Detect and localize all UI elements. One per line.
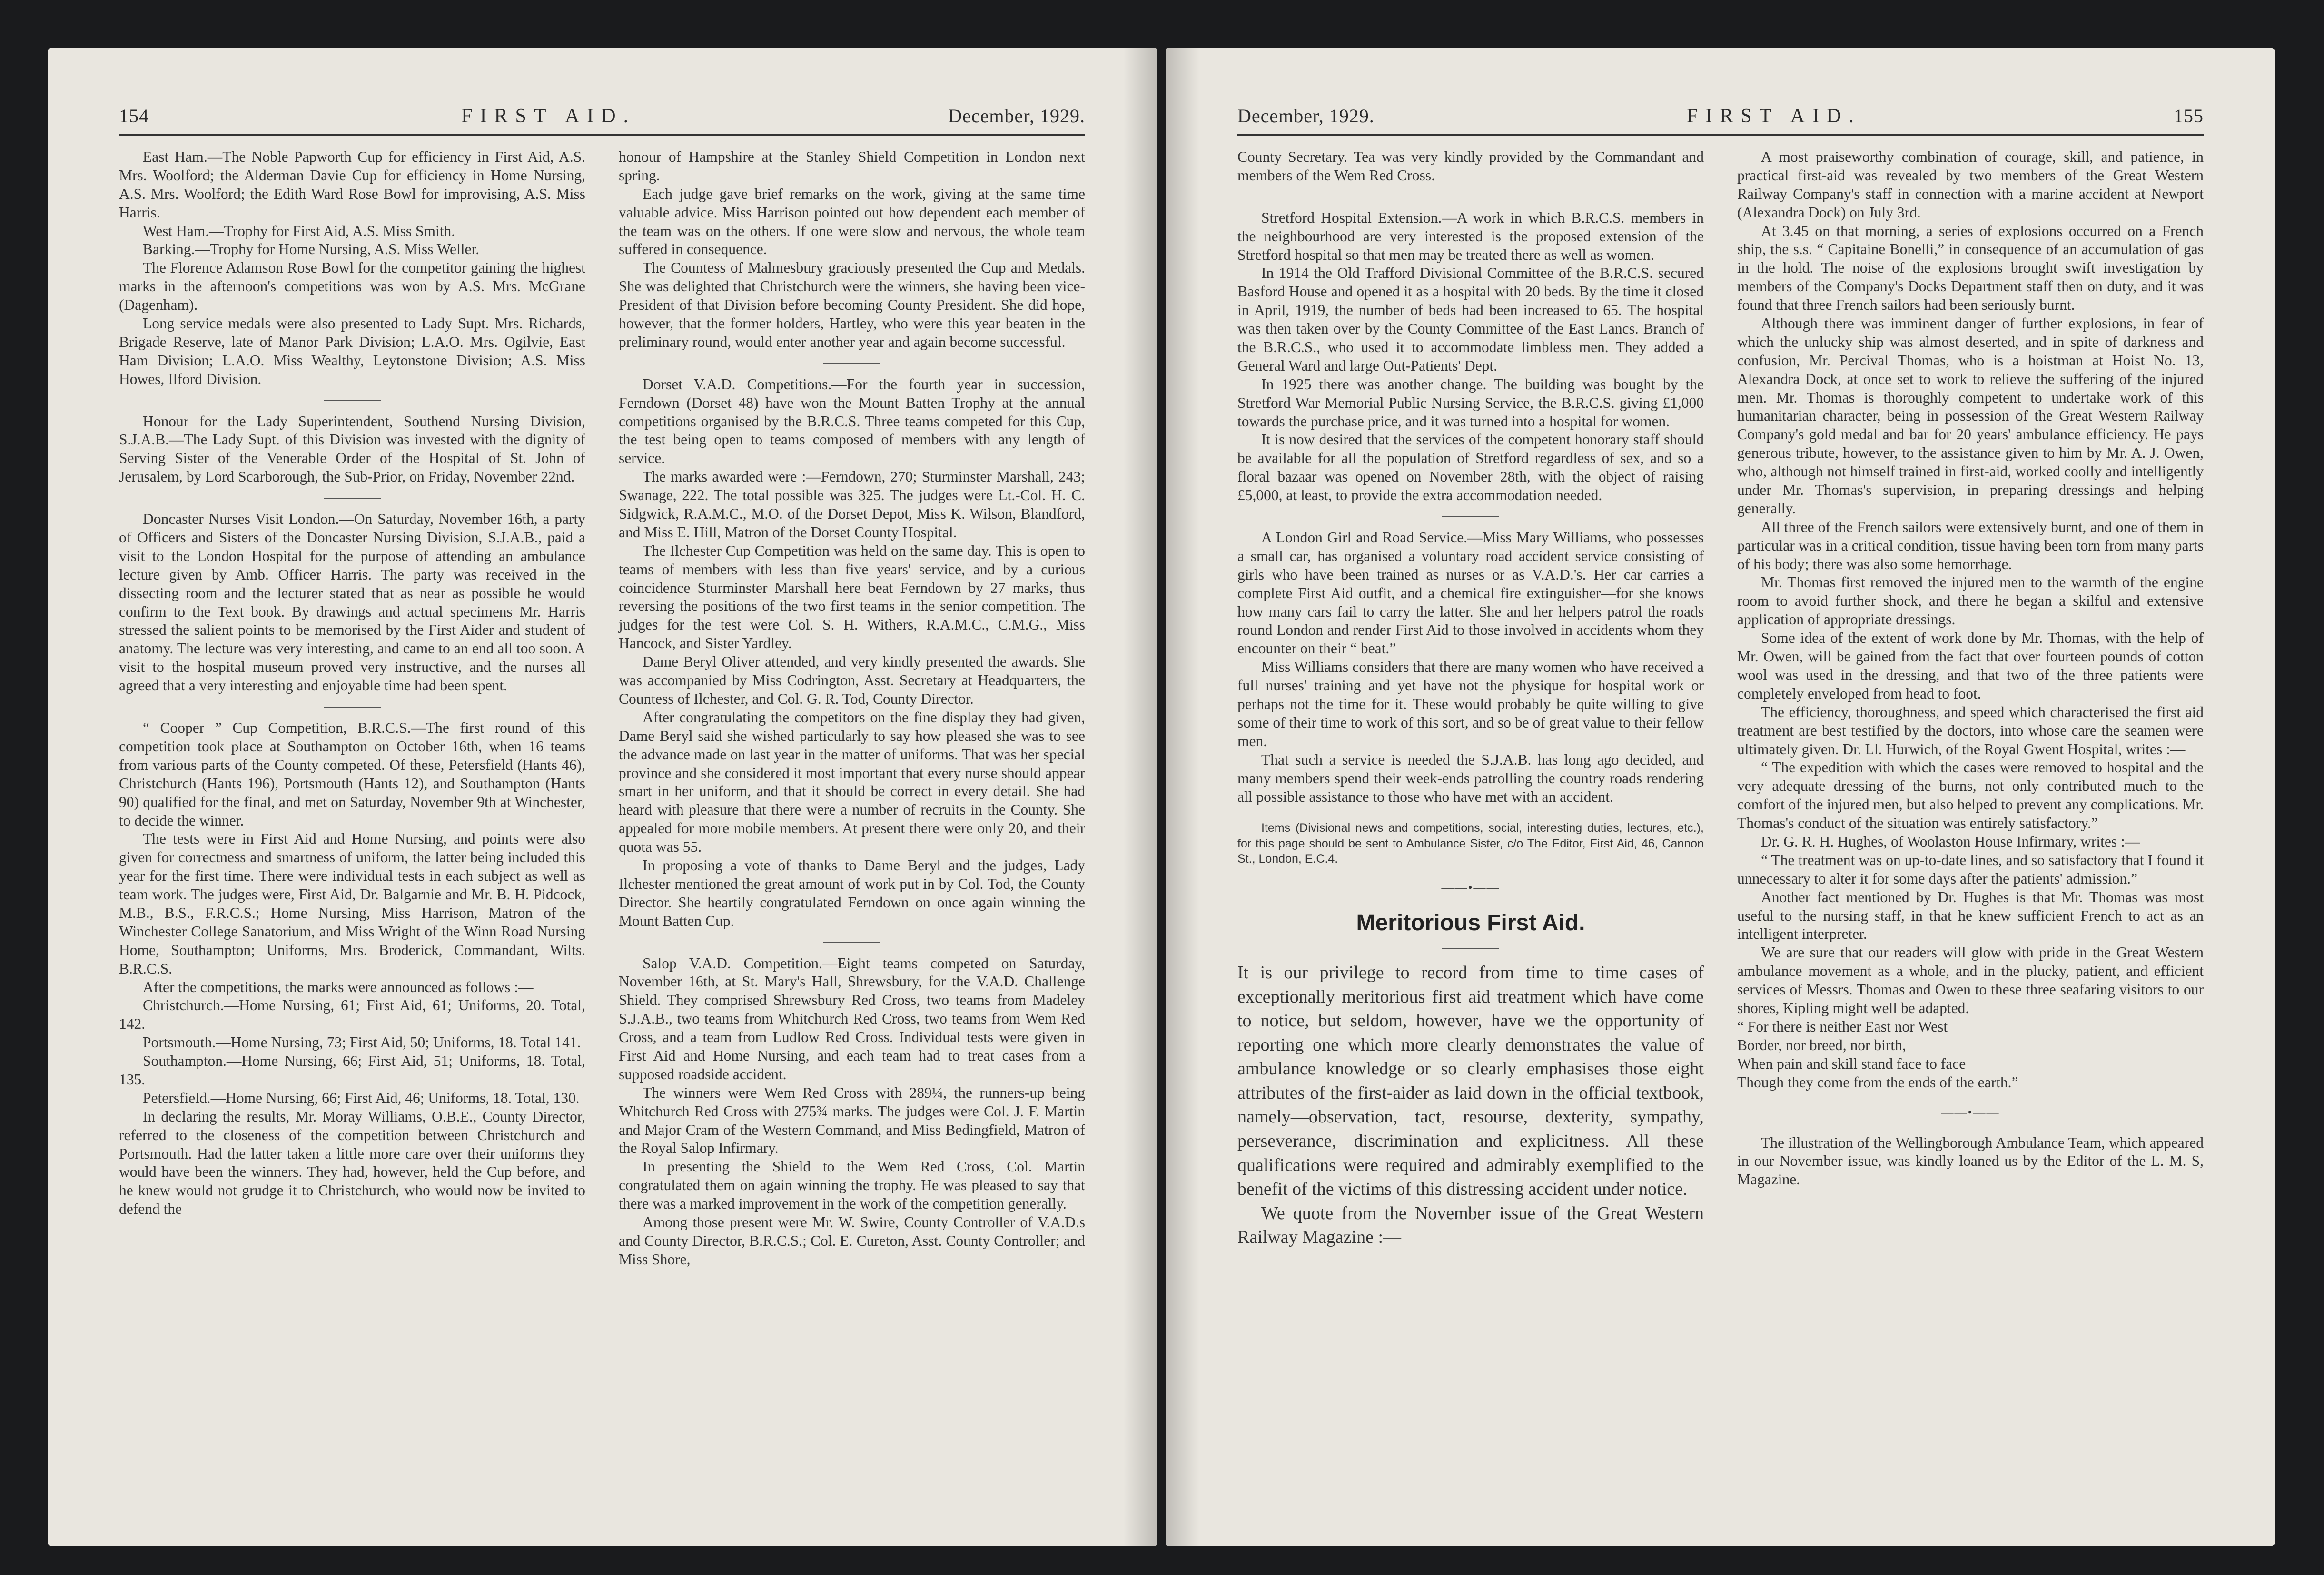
verse-line: When pain and skill stand face to face: [1737, 1055, 1966, 1072]
lead-paragraph: We quote from the November issue of the Great Western Railway Magazine :—: [1237, 1203, 1704, 1248]
right-page: [1166, 48, 2275, 1546]
paragraph: Dr. G. R. H. Hughes, of Woolaston House Infirmary, writes :—: [1761, 833, 2140, 850]
paragraph: Stretford Hospital Extension.—A work in which B.R.C.S. members in the neighbourhood are very interested is the proposed extension of the Stretford hospital so that men may be treated there as well as women.: [1237, 209, 1704, 263]
paragraph: Dame Beryl Oliver attended, and very kindly presented the awards. She was accompanied by Miss Codrington, Asst. Secretary at Headquarters, the Countess of Ilchester, and Col. G. R. Tod, County Director.: [619, 653, 1085, 707]
paragraph: In presenting the Shield to the Wem Red Cross, Col. Martin congratulated them on again winning the trophy. He was pleased to say that there was a marked improvement in the work of the competition generally.: [619, 1158, 1085, 1212]
left-page: [48, 48, 1157, 1546]
page-number: 155: [2174, 105, 2204, 127]
paragraph: The Countess of Malmesbury graciously presented the Cup and Medals. She was delighted that Christchurch were the winners, she having been vice-President of that Division before becoming County President. She did hope, however, that the former holders, Hartley, who were this year beaten in the preliminary round, would enter another year and again become successful.: [619, 259, 1085, 350]
section-divider: [1442, 948, 1499, 949]
paragraph: Long service medals were also presented to Lady Supt. Mrs. Richards, Brigade Reserve, late of Manor Park Division; L.A.O. Mrs. Ogilvie, East Ham Division; L.A.O. Miss Wealthy, Leytonstone Division; A.S. Miss Howes, Ilford Division.: [119, 315, 585, 387]
journal-title: FIRST AID.: [1686, 105, 1861, 127]
paragraph: West Ham.—Trophy for First Aid, A.S. Miss Smith.: [143, 222, 455, 239]
paragraph: The winners were Wem Red Cross with 289¼, the runners-up being Whitchurch Red Cross with 275¾ marks. The judges were Col. J. F. Martin and Major Cram of the Western Command, and Miss Bedingfield, Matron of the Royal Salop Infirmary.: [619, 1084, 1085, 1157]
article-heading: Meritorious First Aid.: [1356, 910, 1585, 935]
submission-notice: Items (Divisional news and competitions, social, interesting duties, lectures, etc.), for this page should be sent to Ambulance Sister, c/o The Editor, First Aid, 46, Cannon St., London, E.C.4.: [1237, 821, 1704, 866]
left-column-2: [619, 148, 1085, 1269]
left-page-header: [119, 105, 1085, 136]
right-page-columns: [1237, 148, 2204, 1250]
issue-date: December, 1929.: [948, 105, 1085, 127]
quoted-paragraph: “ The treatment was on up-to-date lines, and so satisfactory that I found it unnecessary to alter it for some days after the patients' admission.”: [1737, 851, 2204, 887]
right-column-2: [1737, 148, 2204, 1250]
paragraph: After congratulating the competitors on the fine display they had given, Dame Beryl said she wished particularly to say how pleased she was to see the advance made on last year in the matter of uniforms. That was her special province and she considered it most important that every nurse should appear smart in her uniform, and that it should be correct in every detail. She had heard with pleasure that there were a number of recruits in the County. She appealed for more mobile members. At present there were only 20, and their quota was 55.: [619, 709, 1085, 856]
left-page-columns: [119, 148, 1085, 1269]
ornament-divider: ——•——: [1941, 1105, 2000, 1120]
verse-line: Border, nor breed, nor birth,: [1737, 1036, 1906, 1053]
paragraph: honour of Hampshire at the Stanley Shield Competition in London next spring.: [619, 148, 1085, 184]
paragraph: A London Girl and Road Service.—Miss Mary Williams, who possesses a small car, has organised a voluntary road accident service consisting of girls who have been trained as nurses or as V.A.D.'s. Her car carries a complete First Aid outfit, and a chemical fire extinguisher—for she knows how many cars fail to carry the latter. She and her helpers patrol the roads round London and render First Aid to those involved in accidents whom they encounter on their “ beat.”: [1237, 529, 1704, 657]
paragraph: Dorset V.A.D. Competitions.—For the fourth year in succession, Ferndown (Dorset 48) have won the Mount Batten Trophy at the annual competitions organised by the B.R.C.S. Three teams competed for this Cup, the test being open to teams composed of members with any length of service.: [619, 375, 1085, 467]
page-number: 154: [119, 105, 149, 127]
paragraph: In proposing a vote of thanks to Dame Beryl and the judges, Lady Ilchester mentioned the great amount of work put in by Col. Tod, the County Director. She heartily congratulated Ferndown on once again winning the Mount Batten Cup.: [619, 856, 1085, 929]
section-divider: [823, 942, 880, 943]
quoted-paragraph: “ The expedition with which the cases were removed to hospital and the very adequate dressing of the burns, not only contributed much to the comfort of the injured men, but also helped to prevent any complications. Mr. Thomas's conduct of the situation was entirely satisfactory.”: [1737, 759, 2204, 832]
paragraph: Some idea of the extent of work done by Mr. Thomas, with the help of Mr. Owen, will be gained from the fact that over fourteen pounds of cotton wool was used in the dressing, and that two of the three patients were completely enveloped from head to foot.: [1737, 630, 2204, 702]
section-divider: [324, 498, 381, 499]
paragraph: The efficiency, thoroughness, and speed which characterised the first aid treatment are best testified by the doctors, into whose care the seamen were ultimately given. Dr. Ll. Hurwich, of the Royal Gwent Hospital, writes :—: [1737, 703, 2204, 758]
paragraph: Among those present were Mr. W. Swire, County Controller of V.A.D.s and County Director, B.R.C.S.; Col. E. Cureton, Asst. County Controller; and Miss Shore,: [619, 1213, 1085, 1268]
paragraph: A most praiseworthy combination of courage, skill, and patience, in practical first-aid was revealed by two members of the Great Western Railway Company's staff in connection with a marine accident at Newport (Alexandra Dock) on July 3rd.: [1737, 148, 2204, 221]
paragraph: The Florence Adamson Rose Bowl for the competitor gaining the highest marks in the afternoon's competitions was won by A.S. Mrs. McGrane (Dagenham).: [119, 259, 585, 314]
lead-paragraph: It is our privilege to record from time to time cases of exceptionally meritorious first aid treatment which have come to notice, but seldom, however, have we the opportunity of reporting one which more clearly demonstrates the value of ambulance knowledge or so clearly emphasises those eight attributes of the first-aider as laid down in the official textbook, namely—observation, tact, resourse, dexterity, sympathy, perseverance, discrimination and explicitness. All these qualifications were required and admirably exemplified to the benefit of the victims of this distressing accident under notice.: [1237, 963, 1704, 1200]
paragraph: Salop V.A.D. Competition.—Eight teams competed on Saturday, November 16th, at St. Mary's Hall, Shrewsbury, for the V.A.D. Challenge Shield. They comprised Shrewsbury Red Cross, two teams from Madeley S.J.A.B., two teams from Whitchurch Red Cross, two teams from Wem Red Cross, and a team from Ludlow Red Cross. Individual tests were given in First Aid and Home Nursing, and each team had to treat cases from a supposed roadside accident.: [619, 955, 1085, 1083]
paragraph: The tests were in First Aid and Home Nursing, and points were also given for correctness and smartness of uniform, the latter being included this year for the first time. There were individual tests in each subject as well as team work. The judges were, First Aid, Dr. Balgarnie and Mr. B. H. Pidcock, M.B., B.S., F.R.C.S.; Home Nursing, Miss Harrison, Matron of the Winchester College Sanatorium, and Miss Wright of the Winn Road Nursing Home, Southampton; Uniforms, Mrs. Broderick, Commandant, Wilts. B.R.C.S.: [119, 830, 585, 977]
paragraph: The marks awarded were :—Ferndown, 270; Sturminster Marshall, 243; Swanage, 222. The total possible was 325. The judges were Lt.-Col. H. C. Sidgwick, R.A.M.C., M.O. of the Dorset Depot, Miss K. Wilson, Blandford, and Miss E. Hill, Matron of the Dorset County Hospital.: [619, 468, 1085, 541]
paragraph: In declaring the results, Mr. Moray Williams, O.B.E., County Director, referred to the closeness of the competition between Christchurch and Portsmouth. Had the latter taken a little more care over their uniforms they would have been the winners. They had, however, held the Cup before, and he knew would not grudge it to Christchurch, who would now be invited to defend the: [119, 1108, 585, 1218]
paragraph: Christchurch.—Home Nursing, 61; First Aid, 61; Uniforms, 20. Total, 142.: [119, 997, 585, 1033]
paragraph: Doncaster Nurses Visit London.—On Saturday, November 16th, a party of Officers and Sisters of the Doncaster Nursing Division, S.J.A.B., paid a visit to the London Hospital for the purpose of attending an ambulance lecture given by Amb. Officer Harris. The party was received in the dissecting room and the lecturer stated that as near as possible he would confirm to the Text book. By drawings and actual specimens Mr. Harris stressed the salient points to be memorised by the First Aider and student of anatomy. The lecture was very interesting, and came to an end all too soon. A visit to the hospital museum proved very instructive, and the nurses all agreed that a very interesting and enjoyable time had been spent.: [119, 511, 585, 694]
section-divider: [324, 707, 381, 708]
paragraph: The illustration of the Wellingborough Ambulance Team, which appeared in our November issue, was kindly loaned us by the Editor of the L. M. S, Magazine.: [1737, 1134, 2204, 1188]
paragraph: “ Cooper ” Cup Competition, B.R.C.S.—The first round of this competition took place at Southampton on October 16th, when 16 teams from various parts of the County competed. Of these, Petersfield (Hants 46), Christchurch (Hants 196), Portsmouth (Hants 12), and Southampton (Hants 90) qualified for the final, and met on Saturday, November 9th at Winchester, to decide the winner.: [119, 719, 585, 829]
paragraph: Portsmouth.—Home Nursing, 73; First Aid, 50; Uniforms, 18. Total 141.: [143, 1034, 581, 1051]
paragraph: Mr. Thomas first removed the injured men to the warmth of the engine room to avoid further shock, and there he began a skilful and extensive application of appropriate dressings.: [1737, 574, 2204, 628]
paragraph: In 1925 there was another change. The building was bought by the Stretford War Memorial Public Nursing Service, the B.R.C.S. giving £1,000 towards the purchase price, and it was turned into a hospital for women.: [1237, 375, 1704, 430]
section-divider: [1442, 516, 1499, 517]
paragraph: Petersfield.—Home Nursing, 66; First Aid, 46; Uniforms, 18. Total, 130.: [143, 1089, 580, 1106]
paragraph: That such a service is needed the S.J.A.B. has long ago decided, and many members spend their week-ends patrolling the country roads rendering all possible assistance to those who have met with an accident.: [1237, 751, 1704, 805]
right-column-1: [1237, 148, 1704, 1250]
paragraph: We are sure that our readers will glow with pride in the Great Western ambulance movement as a whole, and in the plucky, patient, and efficient services of Messrs. Thomas and Owen to these three seafaring visitors to our shores, Kipling might well be adapted.: [1737, 944, 2204, 1016]
left-column-1: [119, 148, 585, 1269]
journal-title: FIRST AID.: [461, 105, 636, 127]
paragraph: At 3.45 on that morning, a series of explosions occurred on a French ship, the s.s. “ Capitaine Bonelli,” in consequence of an accumulation of gas in the hold. The noise of the explosions brought swift investigation by members of the Company's Docks Department staff then on duty, and it was found that three French sailors had been seriously burnt.: [1737, 222, 2204, 314]
section-divider: [324, 400, 381, 401]
issue-date: December, 1929.: [1237, 105, 1375, 127]
paragraph: County Secretary. Tea was very kindly provided by the Commandant and members of the Wem Red Cross.: [1237, 148, 1704, 184]
paragraph: Another fact mentioned by Dr. Hughes is that Mr. Thomas was most useful to the nursing staff, in that he knew sufficient French to act as an intelligent interpreter.: [1737, 888, 2204, 943]
section-divider: [823, 363, 880, 364]
paragraph: After the competitions, the marks were announced as follows :—: [143, 978, 534, 995]
paragraph: Miss Williams considers that there are many women who have received a full nurses' training and yet have not the physique for hospital work or perhaps not the time for it. These would probably be quite willing to give some of their time to work of this sort, and so be of great value to their fellow men.: [1237, 659, 1704, 749]
paragraph: Honour for the Lady Superintendent, Southend Nursing Division, S.J.A.B.—The Lady Supt. of this Division was invested with the dignity of Serving Sister of the Venerable Order of the Hospital of St. John of Jerusalem, by Lord Scarborough, the Sub-Prior, on Friday, November 22nd.: [119, 413, 585, 485]
verse-line: “ For there is neither East nor West: [1737, 1018, 1948, 1035]
gutter-shadow: [1166, 48, 1199, 1546]
right-page-header: [1237, 105, 2204, 136]
paragraph: Although there was imminent danger of further explosions, in fear of which the unlucky ship was almost deserted, and in spite of darkness and confusion, Mr. Percival Thomas, who is a hoistman at Hoist No. 13, Alexandra Dock, at once set to work to relieve the suffering of the injured men. Mr. Thomas is thoroughly competent to undertake work of this humanitarian character, being in possession of the Great Western Railway Company's gold medal and bar for 20 years' ambulance efficiency. He pays generous tribute, however, to the assistance given to him by Mr. A. J. Owen, who, although not himself trained in first-aid, worked coolly and intelligently under Mr. Thomas's supervision, in preparing dressings and helping generally.: [1737, 315, 2204, 517]
paragraph: It is now desired that the services of the competent honorary staff should be available for all the population of Stretford regardless of sex, and so a floral bazaar was opened on November 28th, with the object of raising £5,000, at least, to provide the extra accommodation needed.: [1237, 431, 1704, 504]
paragraph: Southampton.—Home Nursing, 66; First Aid, 51; Uniforms, 18. Total, 135.: [119, 1053, 585, 1088]
paragraph: The Ilchester Cup Competition was held on the same day. This is open to teams of members with less than five years' service, and by a curious coincidence Sturminster Marshall here beat Ferndown by 27 marks, thus reversing the positions of the two first teams in the senior competition. The judges for the test were Col. S. H. Withers, R.A.M.C., C.M.G., Miss Hancock, and Sister Yardley.: [619, 542, 1085, 652]
paragraph: Each judge gave brief remarks on the work, giving at the same time valuable advice. Miss Harrison pointed out how dependent each member of the team was on the others. If one were slow and nervous, the whole team suffered in consequence.: [619, 185, 1085, 258]
gutter-shadow: [1123, 48, 1157, 1546]
paragraph: East Ham.—The Noble Papworth Cup for efficiency in First Aid, A.S. Mrs. Woolford; the Alderman Davie Cup for efficiency in Home Nursing, A.S. Mrs. Woolford; the Edith Ward Rose Bowl for improvising, A.S. Miss Harris.: [119, 148, 585, 221]
ornament-divider: ——•——: [1441, 880, 1500, 895]
paragraph: Barking.—Trophy for Home Nursing, A.S. Miss Weller.: [143, 241, 480, 258]
paragraph: All three of the French sailors were extensively burnt, and one of them in particular was in a critical condition, tissue having been torn from many parts of his body; there was also some hemorrhage.: [1737, 518, 2204, 572]
paragraph: In 1914 the Old Trafford Divisional Committee of the B.R.C.S. secured Basford House and opened it as a hospital with 20 beds. By the time it closed in April, 1919, the number of beds had been increased to 65. The hospital was then taken over by the County Committee of the East Lancs. Branch of the B.R.C.S., who used it to accommodate limbless men. They added a General Ward and large Out-Patients' Dept.: [1237, 265, 1704, 374]
verse-line: Though they come from the ends of the earth.”: [1737, 1073, 2018, 1091]
